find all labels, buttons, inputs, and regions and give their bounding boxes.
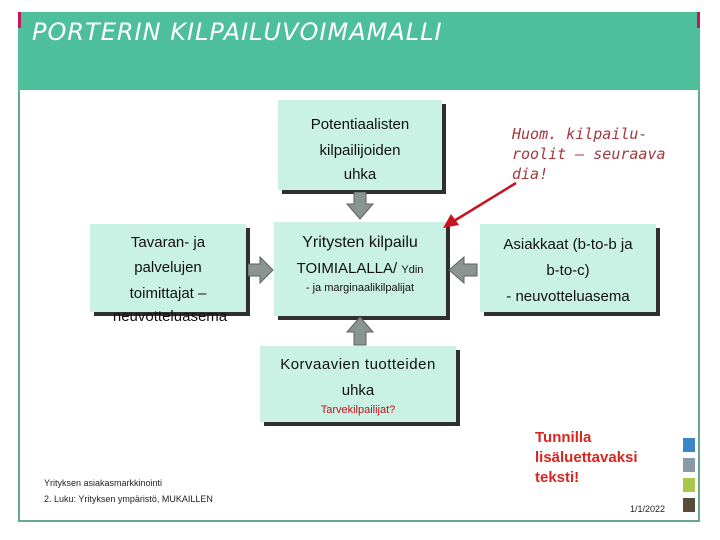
box-right-line-1: Asiakkaat (b-to-b ja (503, 236, 633, 253)
deco-square-3 (683, 478, 695, 492)
box-left-line-1: Tavaran- ja (130, 234, 206, 251)
note-line-1: Huom. kilpailu- (512, 125, 648, 143)
arrow-left-to-center (248, 256, 274, 284)
arrow-right-to-center (448, 256, 478, 284)
accent-mark-right (697, 12, 700, 28)
box-center-line-2-small: Ydin (401, 264, 424, 276)
red-note-line-3: teksti! (535, 469, 580, 486)
slide-title: PORTERIN KILPAILUVOIMAMALLI (32, 18, 443, 46)
box-left-line-4: neuvotteluasema (112, 308, 228, 325)
box-industry-rivalry (274, 222, 446, 316)
box-right-line-2: b-to-c) (546, 262, 590, 279)
box-bottom-line-1: Korvaavien tuotteiden (280, 356, 436, 373)
arrow-top-to-center (346, 192, 374, 220)
box-top-line-1: Potentiaalisten (310, 116, 410, 133)
box-bottom-line-2: uhka (341, 382, 375, 399)
box-top-line-2: kilpailijoiden (319, 142, 401, 159)
box-right-line-3: - neuvotteluasema (506, 288, 630, 305)
box-buyers (480, 224, 656, 312)
note-line-3: dia! (512, 165, 549, 183)
arrow-bottom-to-center (346, 316, 374, 346)
deco-square-4 (683, 498, 695, 512)
deco-square-2 (683, 458, 695, 472)
footer-chapter: 2. Luku: Yrityksen ympäristö, MUKAILLEN (44, 494, 213, 504)
note-line-2: roolit – seuraava (512, 145, 666, 163)
red-pointer-arrow (440, 180, 520, 230)
box-center-line-3: - ja marginaalikilpalijat (305, 282, 415, 294)
box-center-line-2 (274, 260, 446, 277)
box-top-line-3: uhka (343, 166, 377, 183)
box-potential-entrants (278, 100, 442, 190)
box-suppliers (90, 224, 246, 312)
box-substitutes (260, 346, 456, 422)
box-left-line-2: palvelujen (134, 259, 202, 276)
box-bottom-line-3: Tarvekilpailijat? (320, 404, 396, 416)
box-left-line-3: toimittajat – (129, 285, 207, 302)
red-note-line-1: Tunnilla (535, 429, 592, 446)
red-note-line-2: lisäluettavaksi (535, 449, 638, 466)
box-center-line-1: Yritysten kilpailu (302, 234, 418, 251)
slide-date: 1/1/2022 (630, 504, 666, 514)
box-center-line-2-main: TOIMIALALLA/ (296, 260, 398, 277)
deco-square-1 (683, 438, 695, 452)
accent-mark-left (18, 12, 21, 28)
footer-course: Yrityksen asiakasmarkkinointi (44, 478, 163, 488)
